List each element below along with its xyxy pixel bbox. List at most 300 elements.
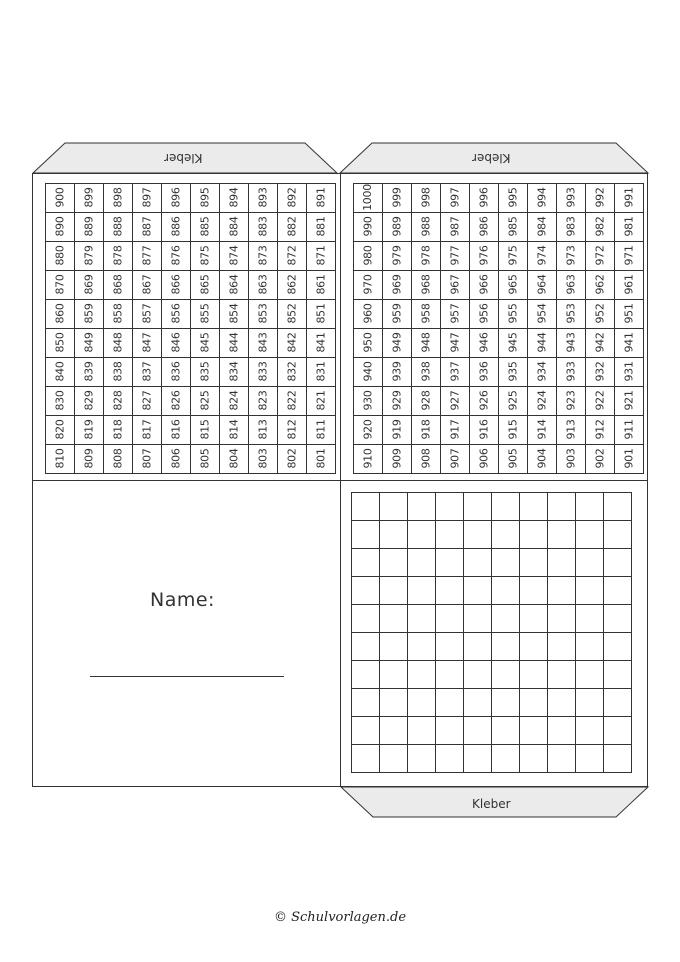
- number-cell: 988: [412, 213, 441, 242]
- number-cell: 933: [557, 358, 586, 387]
- grid-cell: [492, 745, 520, 773]
- grid-cell: [464, 549, 492, 577]
- number-cell: 981: [615, 213, 644, 242]
- number-cell: 815: [191, 416, 220, 445]
- number-cell: 847: [133, 329, 162, 358]
- grid-cell: [576, 493, 604, 521]
- table-row: [354, 300, 644, 329]
- grid-cell: [464, 689, 492, 717]
- table-row: [354, 184, 644, 213]
- number-cell: 929: [383, 387, 412, 416]
- number-cell: 922: [586, 387, 615, 416]
- grid-cell: [604, 689, 632, 717]
- grid-cell: [576, 745, 604, 773]
- grid-cell: [576, 661, 604, 689]
- number-cell: 857: [133, 300, 162, 329]
- grid-cell: [408, 521, 436, 549]
- number-cell: 893: [249, 184, 278, 213]
- empty-grid: [351, 492, 632, 773]
- number-cell: 969: [383, 271, 412, 300]
- grid-cell: [576, 521, 604, 549]
- grid-cell: [576, 577, 604, 605]
- grid-cell: [436, 745, 464, 773]
- number-cell: 937: [441, 358, 470, 387]
- number-cell: 899: [75, 184, 104, 213]
- number-cell: 818: [104, 416, 133, 445]
- number-cell: 958: [412, 300, 441, 329]
- table-row: [354, 242, 644, 271]
- number-cell: 844: [220, 329, 249, 358]
- number-cell: 992: [586, 184, 615, 213]
- number-cell: 822: [278, 387, 307, 416]
- grid-cell: [436, 521, 464, 549]
- number-cell: 807: [133, 445, 162, 474]
- number-cell: 942: [586, 329, 615, 358]
- table-row: [354, 387, 644, 416]
- number-cell: 991: [615, 184, 644, 213]
- grid-cell: [352, 577, 380, 605]
- grid-cell: [408, 493, 436, 521]
- grid-cell: [380, 745, 408, 773]
- number-cell: 859: [75, 300, 104, 329]
- number-cell: 804: [220, 445, 249, 474]
- number-cell: 841: [307, 329, 336, 358]
- grid-row: [352, 577, 632, 605]
- grid-cell: [380, 633, 408, 661]
- number-cell: 862: [278, 271, 307, 300]
- grid-cell: [548, 689, 576, 717]
- number-cell: 894: [220, 184, 249, 213]
- number-cell: 976: [470, 242, 499, 271]
- number-cell: 950: [354, 329, 383, 358]
- number-cell: 918: [412, 416, 441, 445]
- grid-cell: [464, 717, 492, 745]
- number-cell: 808: [104, 445, 133, 474]
- grid-cell: [604, 633, 632, 661]
- bottom-right-flap-label: Kleber: [472, 797, 511, 811]
- number-cell: 977: [441, 242, 470, 271]
- grid-cell: [380, 493, 408, 521]
- number-cell: 816: [162, 416, 191, 445]
- number-cell: 986: [470, 213, 499, 242]
- grid-cell: [464, 521, 492, 549]
- number-cell: 827: [133, 387, 162, 416]
- name-label: Name:: [150, 589, 215, 611]
- grid-cell: [408, 689, 436, 717]
- number-cell: 845: [191, 329, 220, 358]
- number-cell: 861: [307, 271, 336, 300]
- grid-cell: [408, 717, 436, 745]
- grid-row: [352, 521, 632, 549]
- number-cell: 897: [133, 184, 162, 213]
- grid-row: [352, 605, 632, 633]
- grid-cell: [548, 577, 576, 605]
- grid-row: [352, 549, 632, 577]
- number-cell: 970: [354, 271, 383, 300]
- footer-copyright: © Schulvorlagen.de: [273, 910, 407, 925]
- number-cell: 813: [249, 416, 278, 445]
- number-cell: 964: [528, 271, 557, 300]
- number-cell: 865: [191, 271, 220, 300]
- grid-cell: [408, 661, 436, 689]
- grid-cell: [604, 521, 632, 549]
- middle-fold-line: [32, 480, 648, 481]
- number-cell: 817: [133, 416, 162, 445]
- number-cell: 881: [307, 213, 336, 242]
- number-cell: 941: [615, 329, 644, 358]
- number-cell: 907: [441, 445, 470, 474]
- grid-cell: [464, 605, 492, 633]
- number-cell: 898: [104, 184, 133, 213]
- grid-cell: [492, 717, 520, 745]
- table-row: [46, 300, 336, 329]
- number-cell: 860: [46, 300, 75, 329]
- number-cell: 877: [133, 242, 162, 271]
- number-cell: 888: [104, 213, 133, 242]
- grid-cell: [548, 745, 576, 773]
- number-cell: 843: [249, 329, 278, 358]
- number-cell: 835: [191, 358, 220, 387]
- grid-cell: [464, 633, 492, 661]
- grid-cell: [576, 633, 604, 661]
- grid-row: [352, 745, 632, 773]
- grid-cell: [492, 577, 520, 605]
- number-cell: 892: [278, 184, 307, 213]
- number-cell: 895: [191, 184, 220, 213]
- number-cell: 935: [499, 358, 528, 387]
- grid-cell: [548, 661, 576, 689]
- number-cell: 820: [46, 416, 75, 445]
- number-cell: 902: [586, 445, 615, 474]
- number-cell: 921: [615, 387, 644, 416]
- number-cell: 823: [249, 387, 278, 416]
- grid-cell: [520, 577, 548, 605]
- grid-cell: [604, 717, 632, 745]
- grid-cell: [464, 577, 492, 605]
- number-cell: 932: [586, 358, 615, 387]
- grid-cell: [464, 493, 492, 521]
- grid-cell: [548, 493, 576, 521]
- grid-cell: [576, 549, 604, 577]
- number-cell: 968: [412, 271, 441, 300]
- grid-cell: [408, 577, 436, 605]
- table-row: [46, 416, 336, 445]
- number-cell: 810: [46, 445, 75, 474]
- grid-cell: [380, 689, 408, 717]
- table-row: [46, 329, 336, 358]
- number-table-801-900: [45, 183, 336, 474]
- grid-cell: [520, 549, 548, 577]
- grid-cell: [352, 745, 380, 773]
- number-cell: 997: [441, 184, 470, 213]
- number-cell: 994: [528, 184, 557, 213]
- number-cell: 917: [441, 416, 470, 445]
- number-cell: 911: [615, 416, 644, 445]
- number-cell: 923: [557, 387, 586, 416]
- grid-cell: [520, 521, 548, 549]
- number-cell: 905: [499, 445, 528, 474]
- grid-cell: [520, 661, 548, 689]
- table-row: [46, 358, 336, 387]
- grid-cell: [576, 717, 604, 745]
- number-cell: 831: [307, 358, 336, 387]
- table-row: [46, 445, 336, 474]
- number-cell: 998: [412, 184, 441, 213]
- number-cell: 809: [75, 445, 104, 474]
- number-cell: 874: [220, 242, 249, 271]
- number-cell: 939: [383, 358, 412, 387]
- number-cell: 931: [615, 358, 644, 387]
- number-cell: 920: [354, 416, 383, 445]
- number-cell: 837: [133, 358, 162, 387]
- grid-cell: [492, 689, 520, 717]
- number-cell: 966: [470, 271, 499, 300]
- number-cell: 852: [278, 300, 307, 329]
- grid-cell: [380, 521, 408, 549]
- table-row: [354, 329, 644, 358]
- grid-cell: [380, 577, 408, 605]
- number-table-901-1000: [353, 183, 644, 474]
- grid-cell: [576, 605, 604, 633]
- grid-cell: [464, 745, 492, 773]
- number-cell: 838: [104, 358, 133, 387]
- number-cell: 906: [470, 445, 499, 474]
- number-cell: 866: [162, 271, 191, 300]
- grid-cell: [604, 577, 632, 605]
- grid-cell: [436, 661, 464, 689]
- number-cell: 836: [162, 358, 191, 387]
- number-cell: 953: [557, 300, 586, 329]
- number-cell: 884: [220, 213, 249, 242]
- number-cell: 900: [46, 184, 75, 213]
- top-left-flap-label: Kleber: [164, 151, 203, 165]
- grid-cell: [352, 549, 380, 577]
- number-cell: 872: [278, 242, 307, 271]
- table-row: [46, 213, 336, 242]
- number-cell: 908: [412, 445, 441, 474]
- number-cell: 867: [133, 271, 162, 300]
- number-cell: 985: [499, 213, 528, 242]
- grid-cell: [492, 661, 520, 689]
- grid-cell: [408, 605, 436, 633]
- number-cell: 909: [383, 445, 412, 474]
- number-cell: 901: [615, 445, 644, 474]
- grid-cell: [520, 633, 548, 661]
- number-cell: 978: [412, 242, 441, 271]
- grid-cell: [352, 633, 380, 661]
- number-cell: 896: [162, 184, 191, 213]
- number-cell: 842: [278, 329, 307, 358]
- number-cell: 940: [354, 358, 383, 387]
- number-cell: 890: [46, 213, 75, 242]
- number-cell: 876: [162, 242, 191, 271]
- grid-cell: [436, 689, 464, 717]
- number-cell: 878: [104, 242, 133, 271]
- number-cell: 916: [470, 416, 499, 445]
- number-cell: 904: [528, 445, 557, 474]
- number-cell: 869: [75, 271, 104, 300]
- grid-cell: [492, 493, 520, 521]
- number-cell: 913: [557, 416, 586, 445]
- number-cell: 912: [586, 416, 615, 445]
- number-cell: 880: [46, 242, 75, 271]
- grid-cell: [380, 717, 408, 745]
- grid-cell: [352, 493, 380, 521]
- grid-cell: [352, 605, 380, 633]
- grid-row: [352, 689, 632, 717]
- table-row: [46, 271, 336, 300]
- number-cell: 951: [615, 300, 644, 329]
- grid-row: [352, 493, 632, 521]
- number-cell: 855: [191, 300, 220, 329]
- number-cell: 825: [191, 387, 220, 416]
- grid-row: [352, 717, 632, 745]
- grid-cell: [492, 521, 520, 549]
- grid-cell: [352, 689, 380, 717]
- number-cell: 926: [470, 387, 499, 416]
- number-cell: 889: [75, 213, 104, 242]
- number-cell: 830: [46, 387, 75, 416]
- number-cell: 954: [528, 300, 557, 329]
- number-cell: 849: [75, 329, 104, 358]
- number-cell: 891: [307, 184, 336, 213]
- number-cell: 802: [278, 445, 307, 474]
- number-cell: 903: [557, 445, 586, 474]
- table-row: [46, 242, 336, 271]
- number-cell: 947: [441, 329, 470, 358]
- number-cell: 928: [412, 387, 441, 416]
- grid-row: [352, 633, 632, 661]
- number-cell: 919: [383, 416, 412, 445]
- table-row: [354, 271, 644, 300]
- number-cell: 885: [191, 213, 220, 242]
- number-cell: 864: [220, 271, 249, 300]
- grid-cell: [520, 689, 548, 717]
- number-cell: 806: [162, 445, 191, 474]
- grid-cell: [520, 493, 548, 521]
- number-cell: 854: [220, 300, 249, 329]
- number-cell: 957: [441, 300, 470, 329]
- number-cell: 987: [441, 213, 470, 242]
- grid-cell: [352, 521, 380, 549]
- number-cell: 879: [75, 242, 104, 271]
- number-cell: 853: [249, 300, 278, 329]
- number-cell: 856: [162, 300, 191, 329]
- number-cell: 915: [499, 416, 528, 445]
- number-cell: 924: [528, 387, 557, 416]
- grid-row: [352, 661, 632, 689]
- grid-cell: [492, 605, 520, 633]
- grid-cell: [548, 717, 576, 745]
- number-cell: 962: [586, 271, 615, 300]
- number-cell: 955: [499, 300, 528, 329]
- number-cell: 846: [162, 329, 191, 358]
- number-cell: 936: [470, 358, 499, 387]
- number-cell: 944: [528, 329, 557, 358]
- number-cell: 819: [75, 416, 104, 445]
- grid-cell: [408, 633, 436, 661]
- number-cell: 834: [220, 358, 249, 387]
- grid-cell: [380, 605, 408, 633]
- table-row: [354, 445, 644, 474]
- number-cell: 873: [249, 242, 278, 271]
- number-cell: 949: [383, 329, 412, 358]
- number-cell: 984: [528, 213, 557, 242]
- number-cell: 814: [220, 416, 249, 445]
- number-cell: 996: [470, 184, 499, 213]
- number-cell: 833: [249, 358, 278, 387]
- number-cell: 980: [354, 242, 383, 271]
- number-cell: 812: [278, 416, 307, 445]
- number-cell: 965: [499, 271, 528, 300]
- grid-cell: [520, 745, 548, 773]
- number-cell: 999: [383, 184, 412, 213]
- number-cell: 829: [75, 387, 104, 416]
- number-cell: 870: [46, 271, 75, 300]
- table-row: [354, 358, 644, 387]
- grid-cell: [548, 521, 576, 549]
- number-cell: 1000: [354, 184, 383, 213]
- number-cell: 868: [104, 271, 133, 300]
- number-cell: 805: [191, 445, 220, 474]
- grid-cell: [464, 661, 492, 689]
- grid-cell: [352, 661, 380, 689]
- number-cell: 858: [104, 300, 133, 329]
- number-cell: 975: [499, 242, 528, 271]
- table-row: [46, 387, 336, 416]
- grid-cell: [436, 605, 464, 633]
- number-cell: 826: [162, 387, 191, 416]
- number-cell: 943: [557, 329, 586, 358]
- number-cell: 973: [557, 242, 586, 271]
- grid-cell: [380, 661, 408, 689]
- number-cell: 948: [412, 329, 441, 358]
- number-cell: 828: [104, 387, 133, 416]
- number-cell: 801: [307, 445, 336, 474]
- grid-cell: [604, 661, 632, 689]
- number-cell: 803: [249, 445, 278, 474]
- grid-cell: [548, 605, 576, 633]
- grid-cell: [604, 745, 632, 773]
- grid-cell: [604, 493, 632, 521]
- number-cell: 972: [586, 242, 615, 271]
- table-row: [354, 213, 644, 242]
- grid-cell: [352, 717, 380, 745]
- top-right-flap-label: Kleber: [472, 151, 511, 165]
- number-cell: 990: [354, 213, 383, 242]
- number-cell: 967: [441, 271, 470, 300]
- number-cell: 983: [557, 213, 586, 242]
- grid-cell: [520, 717, 548, 745]
- number-cell: 914: [528, 416, 557, 445]
- number-cell: 851: [307, 300, 336, 329]
- number-cell: 863: [249, 271, 278, 300]
- grid-cell: [548, 549, 576, 577]
- grid-cell: [604, 549, 632, 577]
- grid-cell: [520, 605, 548, 633]
- number-cell: 883: [249, 213, 278, 242]
- grid-cell: [436, 549, 464, 577]
- grid-cell: [436, 633, 464, 661]
- number-cell: 963: [557, 271, 586, 300]
- grid-cell: [604, 605, 632, 633]
- grid-cell: [436, 717, 464, 745]
- number-cell: 832: [278, 358, 307, 387]
- number-cell: 971: [615, 242, 644, 271]
- number-cell: 946: [470, 329, 499, 358]
- number-cell: 821: [307, 387, 336, 416]
- number-cell: 959: [383, 300, 412, 329]
